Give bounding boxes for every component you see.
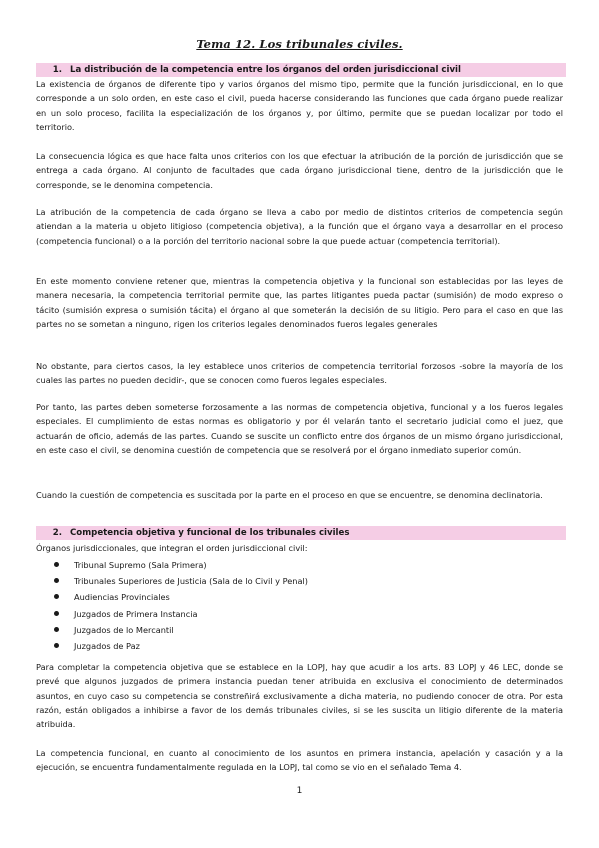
bullet-icon (54, 627, 59, 632)
organ-list (36, 557, 563, 654)
section-heading-2 (36, 526, 566, 540)
list-item: Juzgados de Paz (36, 638, 563, 654)
paragraph: La competencia funcional, en cuanto al conocimiento de los asuntos en primera instancia, apelación y casación y a la ejecución, se encuentra fundamentalmente regulada en la LOPJ, tal como se vio en el señalado Tema 4. (36, 748, 563, 773)
list-item: Juzgados de Primera Instancia (36, 606, 563, 622)
list-item: Tribunales Superiores de Justicia (Sala de lo Civil y Penal) (36, 573, 563, 589)
paragraph: En este momento conviene retener que, mientras la competencia objetiva y la funcional son establecidas por las leyes de manera necesaria, la competencia territorial permite que, las partes litigantes pueda pactar (sumisión) de modo expreso o tácito (sumisión expresa o sumisión tácita) el órgano al que someterán la decisión de su litigio. Pero para el caso en que las partes no se sometan a ninguno, rigen los criterios legales denominados fueros legales generales (36, 276, 563, 329)
paragraph: Por tanto, las partes deben someterse forzosamente a las normas de competencia objetiva, funcional y a los fueros legales especiales. El cumplimiento de estas normas es obligatorio y por él velarán tanto el secretario judicial como el juez, que actuarán de oficio, además de las partes. Cuando se suscite un conflicto entre dos órganos de un mismo órgano jurisdiccional, en este caso el civil, se denomina cuestión de competencia que se resolverá por el órgano inmediato superior común. (36, 402, 563, 455)
section-number: 1. (52, 65, 62, 75)
bullet-icon (54, 594, 59, 599)
bullet-icon (54, 562, 59, 567)
page-title: Tema 12. Los tribunales civiles. (196, 37, 403, 51)
list-item: Audiencias Provinciales (36, 589, 563, 605)
paragraph: La existencia de órganos de diferente tipo y varios órganos del mismo tipo, permite que la función jurisdiccional, en lo que corresponde a un solo orden, en este caso el civil, pueda hacerse considerando las funciones que cada órgano puede realizar en un solo proceso, facilita la especialización de los órganos y, por último, permite que se puedan localizar por todo el territorio. (36, 79, 563, 132)
section-number: 2. (52, 528, 62, 538)
bullet-icon (54, 578, 59, 583)
section-heading-1 (36, 63, 566, 77)
list-item: Tribunal Supremo (Sala Primera) (36, 557, 563, 573)
section-intro: Órganos jurisdiccionales, que integran el orden jurisdiccional civil: (36, 543, 308, 553)
paragraph: La atribución de la competencia de cada órgano se lleva a cabo por medio de distintos criterios de competencia según atiendan a la materia u objeto litigioso (competencia objetiva), a la función que el órgano vaya a desarrollar en el proceso (competencia funcional) o a la porción del territorio nacional sobre la que puede actuar (competencia territorial). (36, 207, 563, 246)
list-item: Juzgados de lo Mercantil (36, 622, 563, 638)
paragraph: La consecuencia lógica es que hace falta unos criterios con los que efectuar la atribución de la porción de jurisdicción que se entrega a cada órgano. Al conjunto de facultades que cada órgano jurisdiccional tiene, dentro de la jurisdicción que le corresponde, se le denomina competencia. (36, 151, 563, 190)
bullet-icon (54, 643, 59, 648)
paragraph: No obstante, para ciertos casos, la ley establece unos criterios de competencia territorial forzosos -sobre la mayoría de los cuales las partes no pueden decidir-, que se conocen como fueros legales especiales. (36, 361, 563, 386)
bullet-icon (54, 611, 59, 616)
page-number: 1 (296, 786, 303, 796)
section-heading-text: La distribución de la competencia entre los órganos del orden jurisdiccional civil (70, 65, 461, 75)
paragraph: Para completar la competencia objetiva que se establece en la LOPJ, hay que acudir a los arts. 83 LOPJ y 46 LEC, donde se prevé que algunos juzgados de primera instancia puedan tener atribuida en exclusiva el conocimiento de determinados asuntos, en cuyo caso su competencia se constreñirá exclusivamente a dicha materia, no pudiendo conocer de otra. Por esta razón, están obligados a inhibirse a favor de los demás tribunales civiles, si se les suscita un litigio diferente de la materia atribuida. (36, 662, 563, 730)
section-heading-text: Competencia objetiva y funcional de los tribunales civiles (70, 528, 350, 538)
paragraph: Cuando la cuestión de competencia es suscitada por la parte en el proceso en que se encuentre, se denomina declinatoria. (36, 490, 543, 500)
